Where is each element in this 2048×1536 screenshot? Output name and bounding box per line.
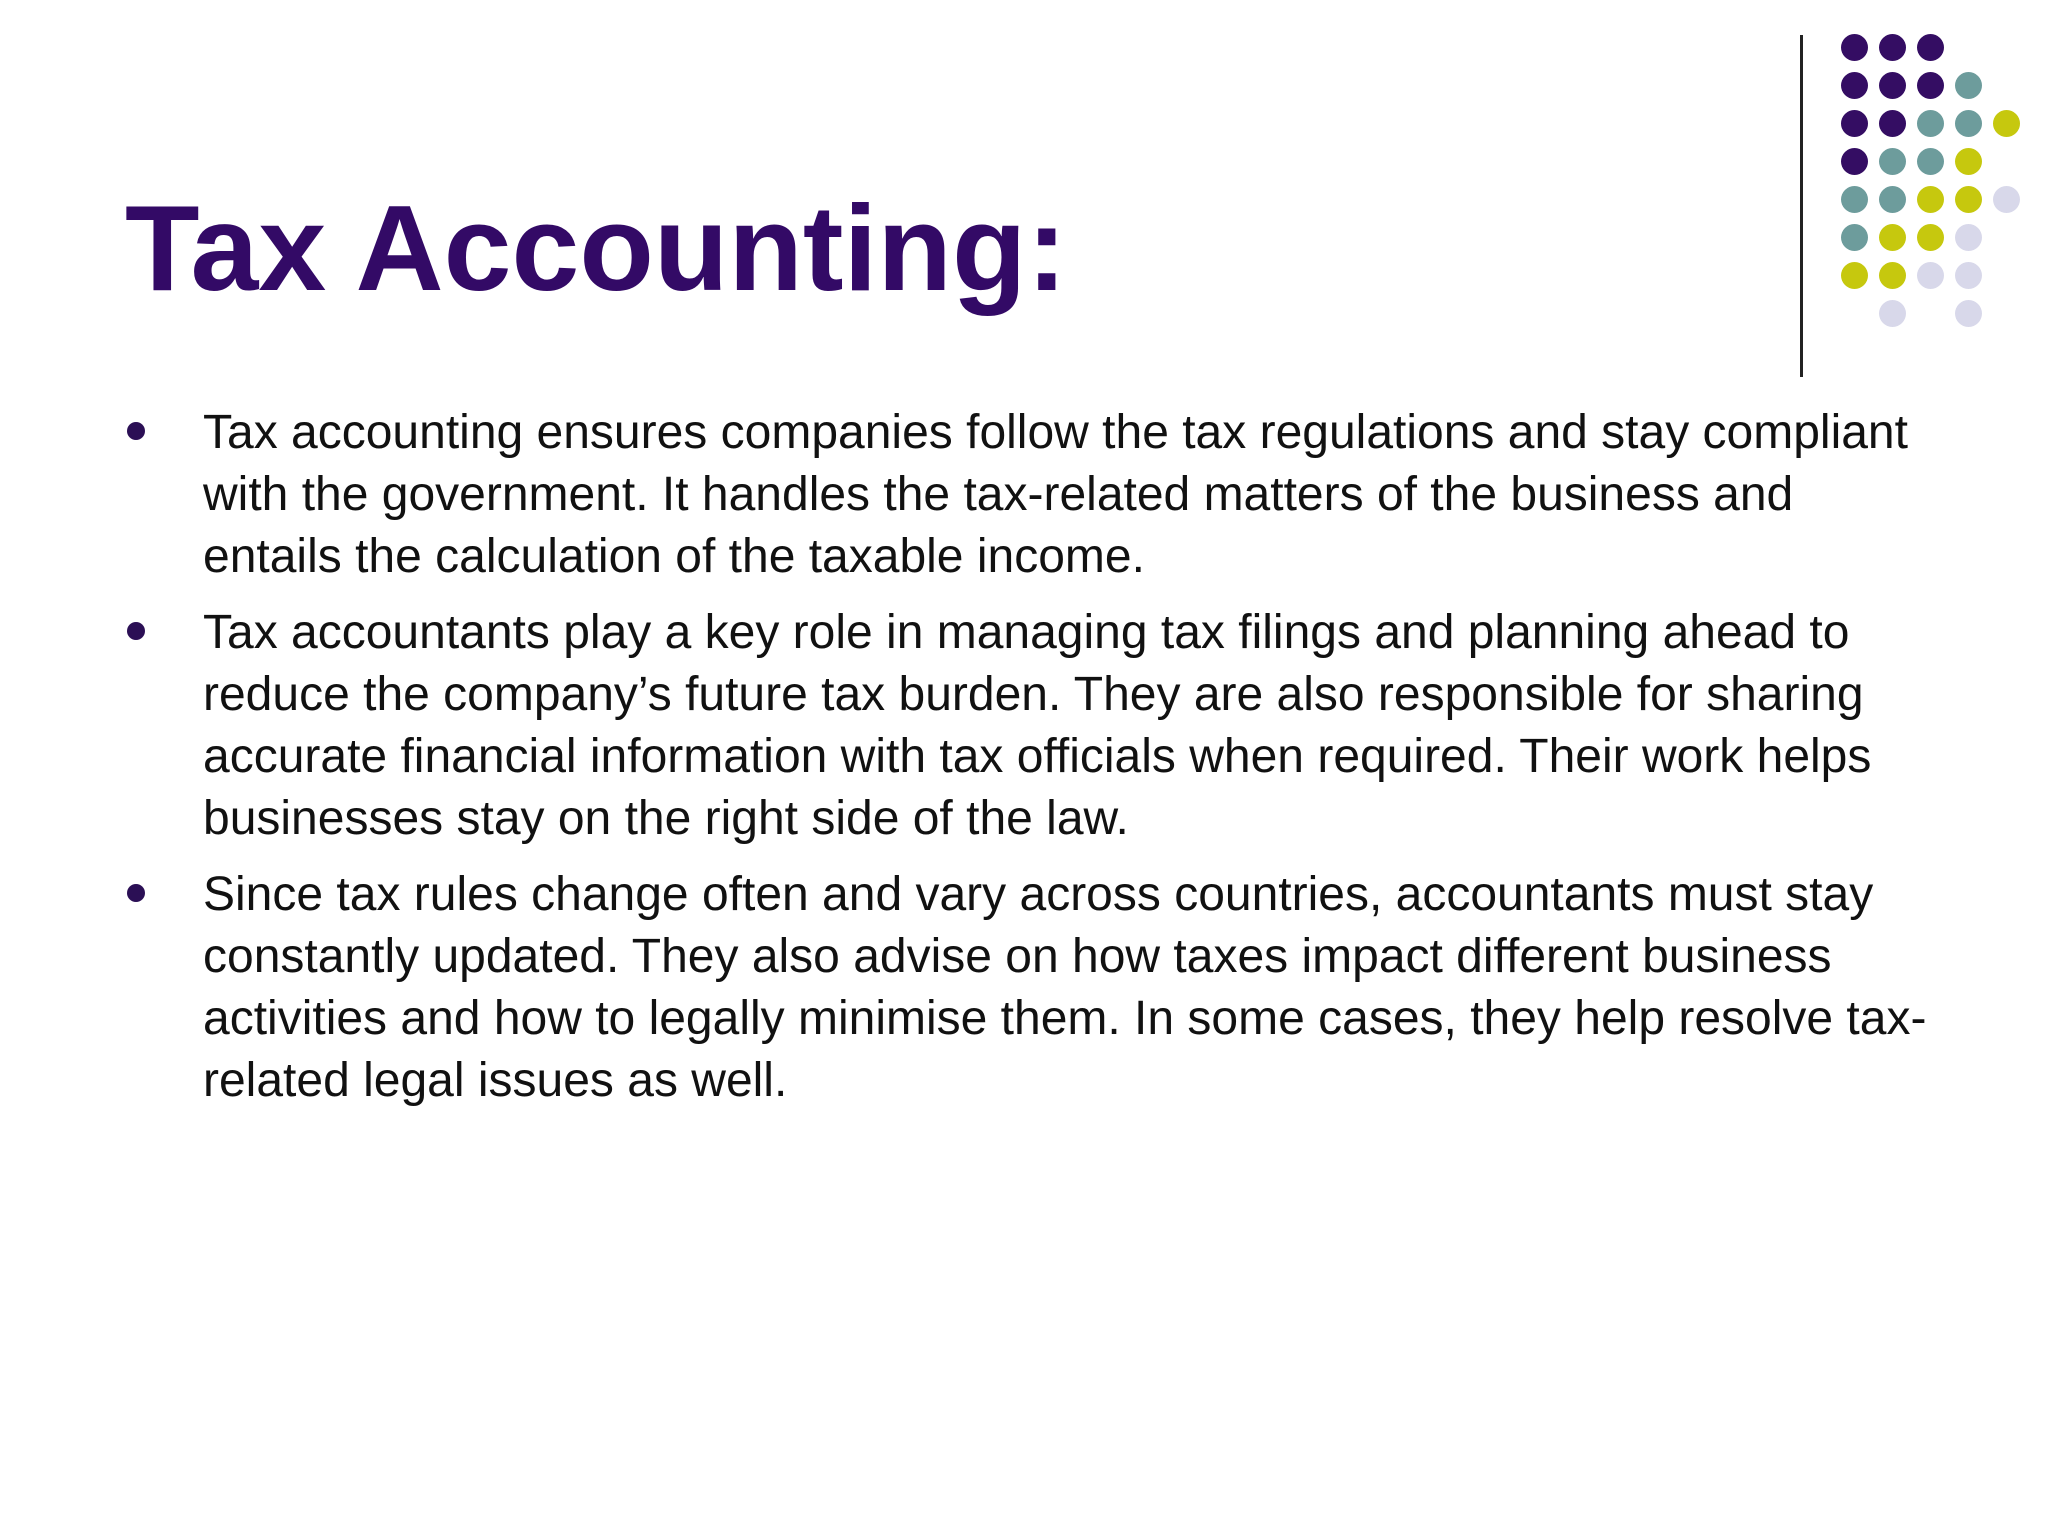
decorative-dot-lavender (1993, 186, 2020, 213)
bullet-item (125, 402, 1945, 588)
decorative-dot-lavender (1955, 224, 1982, 251)
decorative-dot-purple (1917, 34, 1944, 61)
decorative-dot-olive (1955, 186, 1982, 213)
decorative-dot-purple (1841, 110, 1868, 137)
bullet-dot-icon (127, 884, 145, 902)
decorative-dot-lavender (1955, 262, 1982, 289)
decorative-dot-lavender (1955, 300, 1982, 327)
decorative-dot-olive (1841, 262, 1868, 289)
decorative-dot-purple (1841, 72, 1868, 99)
decorative-dot-purple (1841, 148, 1868, 175)
decorative-dot-purple (1917, 72, 1944, 99)
decorative-dot-teal (1955, 72, 1982, 99)
decorative-dot-teal (1955, 110, 1982, 137)
decorative-dot-teal (1917, 110, 1944, 137)
bullet-dot-icon (127, 622, 145, 640)
decorative-dot-purple (1841, 34, 1868, 61)
bullet-item (125, 864, 1945, 1112)
decorative-dot-teal (1879, 186, 1906, 213)
decorative-dot-olive (1879, 262, 1906, 289)
title-divider-line (1800, 35, 1803, 377)
decorative-dot-olive (1917, 224, 1944, 251)
decorative-dot-teal (1841, 224, 1868, 251)
bullet-dot-icon (127, 422, 145, 440)
bullet-list (125, 402, 1945, 1126)
decorative-dot-teal (1917, 148, 1944, 175)
decorative-dot-purple (1879, 34, 1906, 61)
decorative-dot-purple (1879, 72, 1906, 99)
decorative-dot-olive (1879, 224, 1906, 251)
decorative-dot-olive (1993, 110, 2020, 137)
decorative-dot-lavender (1917, 262, 1944, 289)
decorative-dot-olive (1917, 186, 1944, 213)
bullet-text: Tax accounting ensures companies follow the tax regulations and stay compliant with the government. It handles the tax-related matters of the business and entails the calculation of the taxable income. (203, 406, 1908, 583)
bullet-text: Tax accountants play a key role in managing tax filings and planning ahead to reduce the company’s future tax burden. They are also responsible for sharing accurate financial information with tax officials when required. Their work helps businesses stay on the right side of the law. (203, 606, 1872, 845)
decorative-dot-lavender (1879, 300, 1906, 327)
bullet-item (125, 602, 1945, 850)
decorative-dot-teal (1841, 186, 1868, 213)
bullet-text: Since tax rules change often and vary across countries, accountants must stay constantly updated. They also advise on how taxes impact different business activities and how to legally minimise them. In some cases, they help resolve tax-related legal issues as well. (203, 868, 1927, 1107)
decorative-dot-purple (1879, 110, 1906, 137)
decorative-dot-olive (1955, 148, 1982, 175)
slide-title: Tax Accounting: (125, 180, 1068, 316)
decorative-dot-teal (1879, 148, 1906, 175)
